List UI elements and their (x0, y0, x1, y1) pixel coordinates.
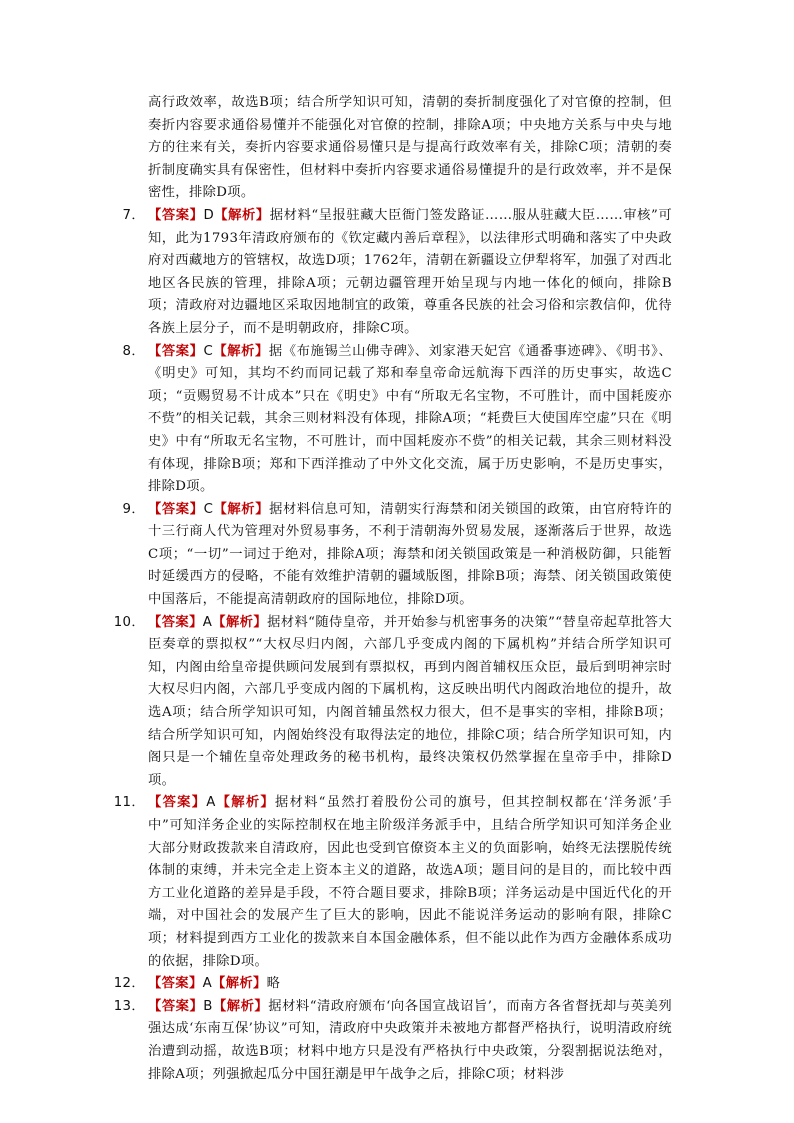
item-number: 12． (113, 976, 145, 992)
analysis-label: 【解析】 (212, 976, 267, 992)
intro-text: 高行政效率，故选B项；结合所学知识可知，清朝的奏折制度强化了对官僚的控制，但奏折内容要求通俗易懂并不能强化对官僚的控制，排除A项；中央地方关系与中央与地方的往来有关，奏折内容要求通俗易懂只是与提高行政效率有关，排除C项；清朝的奏折制度确实具有保密性，但材料中奏折内容要求通俗易懂提升的是行政效率，并不是保密性，排除D项。 (148, 95, 672, 201)
answer-item-8 (112, 341, 672, 499)
analysis-text: 据材料“呈报驻藏大臣衙门签发路证……服从驻藏大臣……审核”可知，此为1793年清政府颁布的《钦定藏内善后章程》，以法律形式明确和落实了中央政府对西藏地方的管辖权，故选D项；1762年，清朝在新疆设立伊犁将军，加强了对西北地区各民族的管理，排除A项；元朝边疆管理开始呈现与内地一体化的倾向，排除B项；清政府对边疆地区采取因地制宜的政策，尊重各民族的社会习俗和宗教信仰，优待各族上层分子，而不是明朝政府，排除C项。 (148, 207, 672, 336)
intro-paragraph (112, 92, 672, 205)
answer-label: 【答案】 (148, 795, 207, 811)
analysis-label: 【解析】 (214, 207, 270, 223)
analysis-text: 据《布施锡兰山佛寺碑》、刘家港天妃宫《通番事迹碑》、《明书》、《明史》可知，其均不约而同记载了郑和奉皇帝命远航海下西洋的历史事实，故选C项；“贡赐贸易不计成本”只在《明史》中有“所取无名宝物，不可胜计，而中国耗废亦不赀”的相关记载，其余三则材料没有体现，排除A项；“耗费巨大使国库空虚”只在《明史》中有“所取无名宝物，不可胜计，而中国耗废亦不赀”的相关记载，其余三则材料没有体现，排除B项；郑和下西洋推动了中外文化交流，属于历史影响，不是历史事实，排除D项。 (148, 343, 673, 495)
analysis-label: 【解析】 (212, 998, 269, 1014)
answer-letter: C (203, 501, 214, 517)
answer-letter: A (202, 614, 213, 630)
answer-letter: A (202, 976, 213, 992)
analysis-text: 据材料“虽然打着股份公司的旗号，但其控制权都在‘洋务派’手中”可知洋务企业的实际控制权在地主阶级洋务派手中，且结合所学知识可知洋务企业大部分财政拨款来自清政府，因此也受到官僚资本主义的负面影响，始终无法摆脱传统体制的束缚，并未完全走上资本主义的道路，故选A项；题目问的是目的，而比较中西方工业化道路的差异是手段，不符合题目要求，排除B项；洋务运动是中国近代化的开端，对中国社会的发展产生了巨大的影响，因此不能说洋务运动的影响有限，排除C项；材料提到西方工业化的拨款来自本国金融体系，但不能以此作为西方金融体系成功的依据，排除D项。 (148, 795, 672, 969)
analysis-text: 据材料信息可知，清朝实行海禁和闭关锁国的政策，由官府特许的十三行商人代为管理对外贸易事务，不利于清朝海外贸易发展，逐渐落后于世界，故选C项；“一切”一词过于绝对，排除A项；海禁和闭关锁国政策是一种消极防御，只能暂时延缓西方的侵略，不能有效维护清朝的疆域版图，排除B项；海禁、闭关锁国政策使中国落后，不能提高清朝政府的国际地位，排除D项。 (148, 501, 672, 608)
analysis-label: 【解析】 (213, 501, 270, 517)
analysis-text: 略 (266, 976, 281, 992)
analysis-text: 据材料“随侍皇帝，并开始参与机密事务的决策”“替皇帝起草批答大臣奏章的票拟权”“大权尽归内阁，六部几乎变成内阁的下属机构”并结合所学知识可知，内阁由给皇帝提供顾问发展到有票拟权，再到内阁首辅权压众臣，最后到明神宗时大权尽归内阁，六部几乎变成内阁的下属机构，这反映出明代内阁政治地位的提升，故选A项；结合所学知识可知，内阁首辅虽然权力很大，但不是事实的宰相，排除B项；结合所学知识可知，内阁始终没有取得法定的地位，排除C项；结合所学知识可知，内阁只是一个辅佐皇帝处理政务的秘书机构，最终决策权仍然掌握在皇帝手中，排除D项。 (148, 614, 672, 788)
item-number: 13． (113, 998, 145, 1014)
answer-item-12 (112, 973, 672, 996)
analysis-label: 【解析】 (215, 795, 275, 811)
item-number: 8． (122, 343, 145, 359)
answer-content (112, 92, 672, 1086)
answer-letter: D (203, 207, 215, 223)
answer-item-9 (112, 499, 672, 612)
answer-label: 【答案】 (148, 614, 203, 630)
answer-letter: B (203, 998, 213, 1014)
analysis-label: 【解析】 (212, 614, 268, 630)
item-number: 10． (113, 614, 145, 630)
answer-item-7 (112, 205, 672, 341)
answer-label: 【答案】 (148, 998, 204, 1014)
answer-item-10 (112, 612, 672, 793)
item-number: 9． (122, 501, 145, 517)
item-number: 11． (113, 795, 145, 811)
answer-letter: C (203, 343, 214, 359)
analysis-label: 【解析】 (213, 343, 269, 359)
answer-item-13 (112, 996, 672, 1086)
answer-label: 【答案】 (148, 501, 204, 517)
answer-label: 【答案】 (148, 207, 204, 223)
item-number: 7． (122, 207, 145, 223)
answer-label: 【答案】 (148, 343, 204, 359)
answer-label: 【答案】 (148, 976, 203, 992)
answer-item-11 (112, 792, 672, 973)
analysis-text: 据材料“清政府颁布‘向各国宣战诏旨’，而南方各省督抚却与英美列强达成‘东南互保’协议”可知，清政府中央政策并未被地方都督严格执行，说明清政府统治遭到动摇，故选B项；材料中地方只是没有严格执行中央政策，分裂割据说法绝对，排除A项；列强掀起瓜分中国狂潮是甲午战争之后，排除C项；材料涉 (148, 998, 672, 1082)
answer-letter: A (206, 795, 216, 811)
